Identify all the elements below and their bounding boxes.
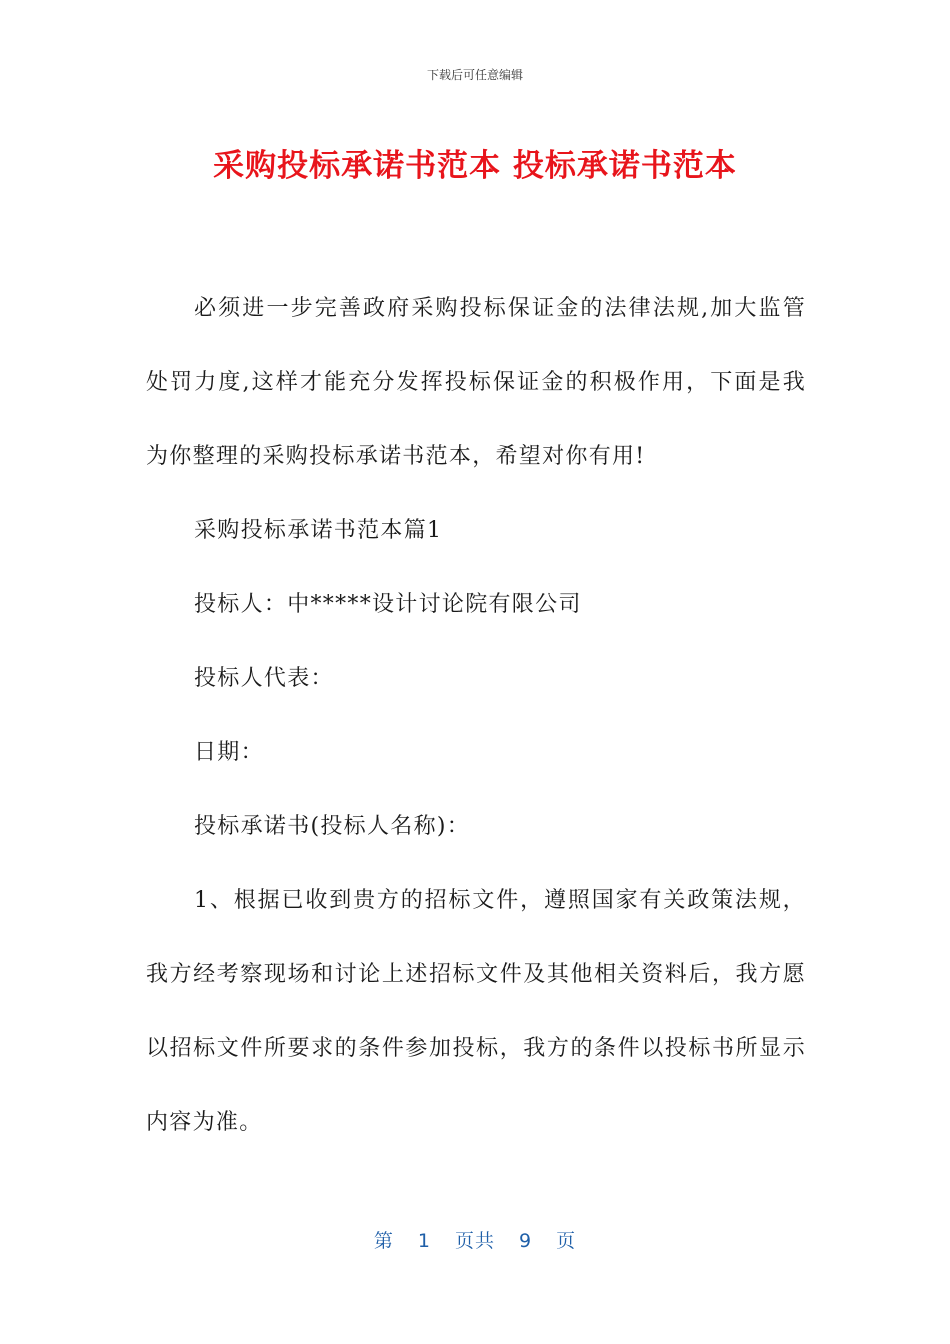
document-title: 采购投标承诺书范本 投标承诺书范本: [213, 148, 737, 184]
page-number: 1: [417, 1230, 431, 1252]
page-prefix: 第: [373, 1230, 394, 1252]
total-pages: 9: [519, 1230, 533, 1252]
paragraph-section-heading: 采购投标承诺书范本篇1: [194, 518, 443, 543]
page-suffix: 页: [556, 1230, 577, 1252]
paragraph-letter-heading: 投标承诺书(投标人名称)：: [194, 814, 471, 839]
paragraph-date: 日期：: [194, 740, 264, 765]
page-footer: [0, 1226, 950, 1253]
page-middle: 页共: [454, 1230, 495, 1252]
paragraph-intro: 必须进一步完善政府采购投标保证金的法律法规,加大监管处罚力度,这样才能充分发挥投标保证金的积极作用，下面是我为你整理的采购投标承诺书范本，希望对你有用!: [146, 296, 806, 469]
document-body: [146, 272, 806, 1160]
paragraph-clause-1: 1、根据已收到贵方的招标文件，遵照国家有关政策法规，我方经考察现场和讨论上述招标文件及其他相关资料后，我方愿以招标文件所要求的条件参加投标，我方的条件以投标书所显示内容为准。: [146, 888, 806, 1135]
paragraph-bidder: 投标人：中*****设计讨论院有限公司: [194, 592, 582, 617]
header-note: 下载后可任意编辑: [426, 68, 523, 82]
paragraph-bidder-representative: 投标人代表：: [194, 666, 334, 691]
